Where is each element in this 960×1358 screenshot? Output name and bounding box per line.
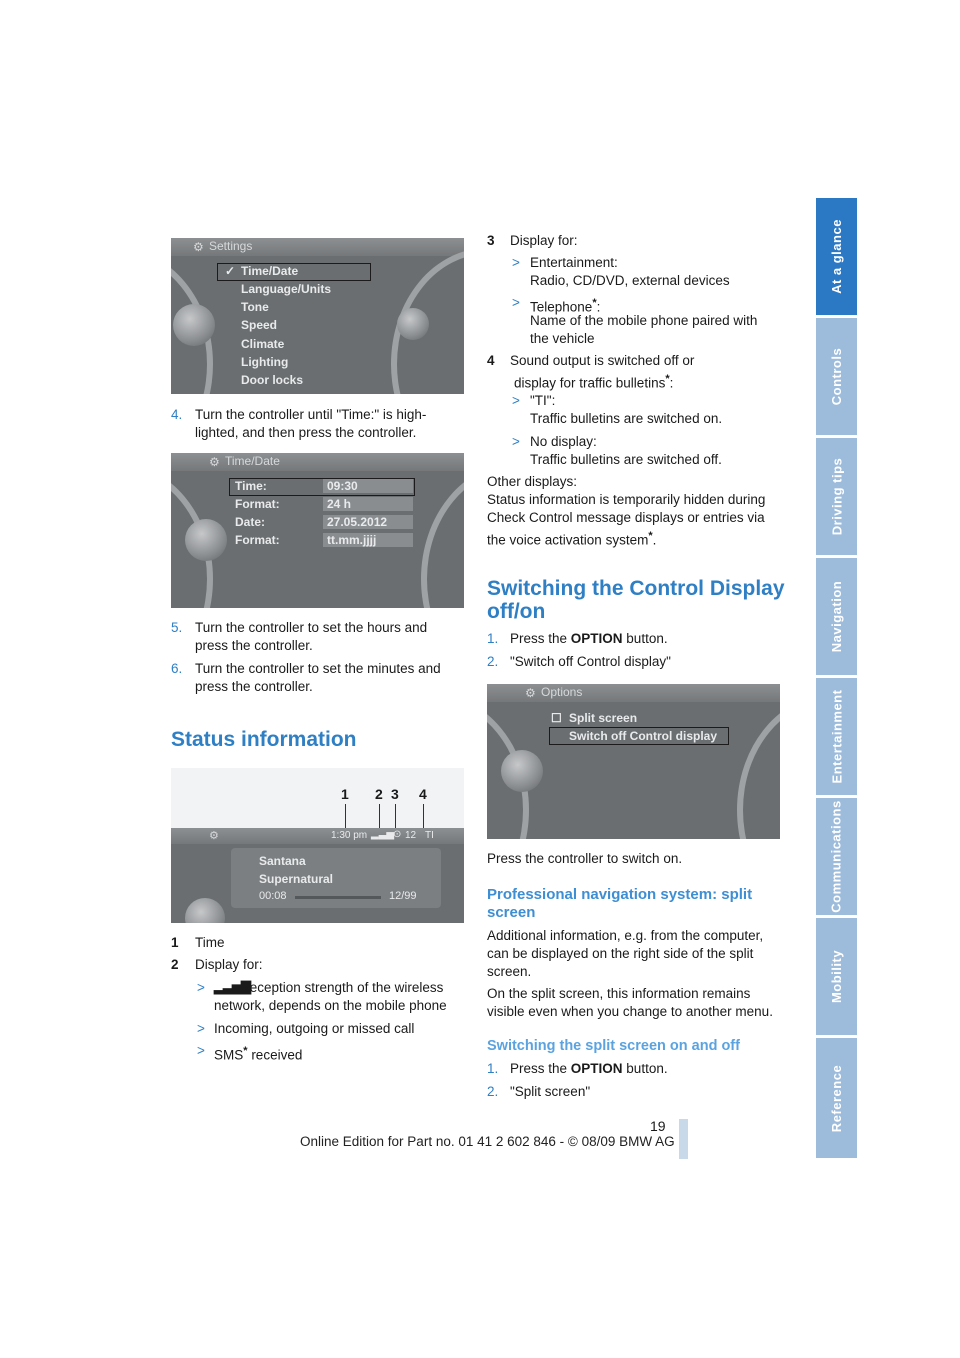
menu-item: Speed	[241, 318, 278, 332]
legend-text: network, depends on the mobile phone	[214, 998, 447, 1013]
menu-item: Tone	[241, 300, 269, 314]
artist: Santana	[259, 854, 306, 868]
controller-knob	[185, 898, 225, 923]
section-heading: Status information	[171, 728, 357, 751]
settings-gear-icon: ⚙	[193, 240, 204, 254]
menu-item: Split screen	[569, 711, 638, 725]
settings-screenshot	[171, 238, 464, 394]
legend-text: Telephone*:	[530, 297, 601, 315]
field-value: tt.mm.jjjj	[323, 533, 413, 547]
step-number: 5.	[171, 620, 183, 635]
legend-text: SMS* received	[214, 1045, 303, 1063]
step-text: lighted, and then press the controller.	[195, 425, 417, 440]
bullet: >	[512, 393, 520, 408]
tab-communications[interactable]: Communications	[816, 798, 857, 915]
menu-item: Language/Units	[241, 282, 332, 296]
settings-gear-icon: ⚙	[209, 455, 220, 469]
menu-item: Time/Date	[241, 264, 299, 278]
options-screenshot	[487, 684, 780, 839]
step-number: 1.	[487, 1061, 499, 1076]
body-text: can be displayed on the right side of the split	[487, 946, 754, 961]
legend-text: the vehicle	[530, 331, 595, 346]
body-text: On the split screen, this information remains	[487, 986, 751, 1001]
step-text: "Switch off Control display"	[510, 654, 671, 669]
legend-text: Reception strength of the wireless	[240, 980, 444, 995]
bullet: >	[512, 255, 520, 270]
bullet: >	[512, 295, 520, 310]
right-knob	[397, 308, 429, 340]
body-text: Other displays:	[487, 474, 578, 489]
controller-knob	[173, 304, 215, 346]
callout-number: 3	[391, 786, 399, 802]
album: Supernatural	[259, 872, 334, 886]
legend-text: Entertainment:	[530, 255, 618, 270]
option-star: *	[243, 1045, 248, 1057]
callout-number: 2	[375, 786, 383, 802]
tab-mobility[interactable]: Mobility	[816, 918, 857, 1035]
legend-text: Traffic bulletins are switched on.	[530, 411, 723, 426]
bullet: >	[197, 1043, 205, 1058]
legend-number: 3	[487, 233, 495, 248]
legend-text: No display:	[530, 434, 597, 449]
page-marker	[679, 1119, 688, 1159]
menu-item: Climate	[241, 337, 285, 351]
tab-controls[interactable]: Controls	[816, 318, 857, 435]
subsection-heading: Professional navigation system: split	[487, 886, 753, 903]
checkbox-icon: ☐	[551, 711, 562, 725]
legend-text: Time	[195, 935, 225, 950]
body-text: screen.	[487, 964, 532, 979]
timedate-screenshot	[171, 453, 464, 608]
timedate-title: Time/Date	[225, 454, 280, 468]
field-label: Format:	[235, 497, 280, 511]
signal-strength-icon: ▂▃▅▇	[214, 979, 250, 994]
status-ti: TI	[425, 830, 434, 841]
options-title: Options	[541, 685, 583, 699]
field-value: 24 h	[323, 497, 413, 511]
legend-text: Radio, CD/DVD, external devices	[530, 273, 730, 288]
settings-icon: ⚙	[209, 830, 219, 842]
field-value: 27.05.2012	[323, 515, 413, 529]
field-value: 09:30	[323, 479, 413, 493]
legend-text: Sound output is switched off or	[510, 353, 695, 368]
signal-icon: ▂▃▅	[371, 829, 395, 840]
step-text: Press the OPTION button.	[510, 631, 668, 646]
menu-item: Door locks	[241, 373, 304, 387]
elapsed-time: 00:08	[259, 890, 287, 902]
progress-bar	[295, 896, 381, 899]
track-number: 12/99	[389, 890, 417, 902]
legend-number: 4	[487, 353, 495, 368]
call-icon: ⊙	[393, 829, 402, 840]
body-text: Press the controller to switch on.	[487, 851, 683, 866]
legend-text: Display for:	[510, 233, 578, 248]
callout-number: 4	[419, 786, 427, 802]
bullet: >	[512, 434, 520, 449]
controller-knob	[501, 750, 543, 792]
options-icon: ⚙	[525, 686, 536, 700]
body-text: Check Control message displays or entries via	[487, 510, 765, 525]
step-text: press the controller.	[195, 679, 313, 694]
field-label: Format:	[235, 533, 280, 547]
step-text: Press the OPTION button.	[510, 1061, 668, 1076]
check-icon: ✓	[225, 264, 236, 278]
status-time: 1:30 pm	[331, 830, 368, 841]
step-number: 2.	[487, 1084, 499, 1099]
right-arc	[737, 694, 780, 839]
step-number: 4.	[171, 407, 183, 422]
legend-text: Incoming, outgoing or missed call	[214, 1021, 415, 1036]
page-number: 19	[650, 1118, 666, 1134]
legend-text: Display for:	[195, 957, 263, 972]
status-count: 12	[405, 830, 417, 841]
legend-number: 2	[171, 957, 179, 972]
tab-navigation[interactable]: Navigation	[816, 558, 857, 675]
menu-item: Switch off Control display	[569, 729, 718, 743]
step-text: Turn the controller to set the minutes and	[195, 661, 441, 676]
body-text: the voice activation system*.	[487, 530, 657, 548]
tab-driving-tips[interactable]: Driving tips	[816, 438, 857, 555]
field-label: Date:	[235, 515, 266, 529]
step-text: press the controller.	[195, 638, 313, 653]
step-number: 6.	[171, 661, 183, 676]
status-screenshot	[171, 768, 464, 923]
body-text: Additional information, e.g. from the computer,	[487, 928, 764, 943]
callout-number: 1	[341, 786, 349, 802]
bullet: >	[197, 980, 205, 995]
legend-text: Name of the mobile phone paired with	[530, 313, 758, 328]
tab-entertainment[interactable]: Entertainment	[816, 678, 857, 795]
legend-number: 1	[171, 935, 179, 950]
section-heading: off/on	[487, 600, 546, 623]
body-text: visible even when you change to another menu.	[487, 1004, 773, 1019]
legend-text: display for traffic bulletins*:	[514, 373, 674, 391]
field-label: Time:	[235, 479, 267, 493]
footer-text: Online Edition for Part no. 01 41 2 602 846 - © 08/09 BMW AG	[300, 1134, 675, 1149]
controller-knob	[185, 519, 227, 561]
step-text: Turn the controller to set the hours and	[195, 620, 428, 635]
body-text: Status information is temporarily hidden during	[487, 492, 766, 507]
subsection-heading: Switching the split screen on and off	[487, 1038, 740, 1054]
legend-text: "TI":	[530, 393, 556, 408]
bullet: >	[197, 1021, 205, 1036]
settings-title: Settings	[209, 239, 253, 253]
subsection-heading: screen	[487, 904, 536, 921]
tab-at-a-glance[interactable]: At a glance	[816, 198, 857, 315]
legend-text: Traffic bulletins are switched off.	[530, 452, 722, 467]
right-arc	[421, 463, 464, 608]
tab-reference[interactable]: Reference	[816, 1038, 857, 1158]
menu-item: Lighting	[241, 355, 289, 369]
step-text: Turn the controller until "Time:" is high-	[195, 407, 427, 422]
section-heading: Switching the Control Display	[487, 577, 785, 600]
step-text: "Split screen"	[510, 1084, 591, 1099]
step-number: 1.	[487, 631, 499, 646]
step-number: 2.	[487, 654, 499, 669]
